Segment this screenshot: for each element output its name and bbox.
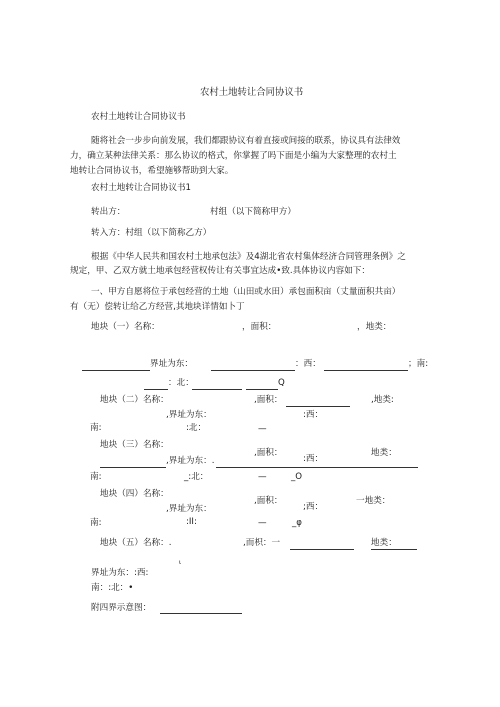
section-title: 农村土地转让合同协议书1	[91, 183, 191, 193]
plot4-north-label: :ΙI:	[186, 517, 197, 527]
plot4-south-label: 南:	[90, 518, 102, 528]
plot3-name-blank	[100, 467, 166, 468]
plot3-area-label: ,面积：	[254, 448, 283, 458]
plot3-west-label: :西：	[303, 454, 324, 464]
plot4-dash: —	[258, 518, 267, 528]
plot3-north-label: _:北：	[184, 472, 209, 482]
plot2-area-label: ,面积：	[254, 395, 283, 405]
transferor-value: 村组（以下简称甲方）	[210, 207, 296, 217]
plot5-area-label: ,而枳：一	[243, 538, 281, 548]
plot1-south-label: ；南:	[408, 359, 429, 369]
plot3-end-mark: _O	[291, 472, 303, 482]
appendix-blank	[160, 613, 242, 614]
clause1-line-2: 有（无）偿转让给乙方经营,其地块详情如卜丁	[70, 302, 245, 312]
clause1-line-1: 一、甲方自愿将位于承包经营的土地（山田或水田）承包面积亩（丈量面积共亩）	[91, 287, 401, 297]
plot3-type-label: 地类：	[371, 448, 397, 458]
intro-line-1: 随将社会一步步向前发展，我们都跟协议有着直接或间接的联系，协议具有法律效	[91, 136, 401, 146]
plot2-name-label: 地块（二）名称：	[100, 395, 169, 405]
plot3-boundary-east-label: ,界址为东：.	[166, 456, 215, 466]
appendix-label: 附四界示意图：	[91, 603, 152, 613]
plot3-boundary-blank	[216, 467, 418, 468]
plot2-boundary-east-label: ,界址为东：	[166, 410, 212, 420]
plot3-name-label: 地块（三）名称：	[100, 440, 169, 450]
plot4-end-mark: _φ	[292, 518, 302, 528]
plot5-south-north-label: 南：:北：•	[91, 583, 134, 593]
transferee-line: 转入方：村组（以下简称乙方）	[91, 228, 212, 238]
plot5-type-blank	[371, 549, 417, 550]
plot1-east-blank	[211, 370, 295, 371]
plot2-type-label: ,地类:	[371, 395, 394, 405]
plot2-west-label: :西：	[303, 410, 324, 420]
plot5-area-blank	[290, 549, 354, 550]
basis-line-2: 规定，甲、乙双方就土地承包经营权传让有关事宜达成•致.具体协议内容如下：	[70, 266, 370, 276]
plot1-end-mark: Q	[278, 378, 285, 388]
plot5-name-label: 地块（五）名称：.	[100, 538, 172, 548]
document-subtitle: 农村土地转让合同协议书	[91, 112, 186, 122]
plot1-north-label: ：北：	[168, 378, 194, 388]
plot1-end-blank	[246, 389, 278, 390]
plot3-dash: —	[258, 472, 267, 482]
plot1-west-blank	[324, 370, 408, 371]
plot4-boundary-east-label: ,界址为东：	[166, 504, 212, 514]
basis-line-1: 根据《中华人民共和国农村土地承包法》及4湖北省农村集体经济合同管理条例》之	[91, 252, 406, 262]
plot1-south-blank	[144, 389, 168, 390]
plot1-name-label: 地块（一）名称：	[91, 322, 160, 332]
plot5-type-label: 地类：	[371, 538, 397, 548]
plot1-west-label: ：西：	[295, 359, 321, 369]
plot4-type-label: 一地类：	[356, 496, 391, 506]
plot4-name-label: 地块（四）名称：	[100, 489, 169, 499]
plot1-type-label: ，地类：	[357, 322, 392, 332]
plot2-end-mark: —	[258, 424, 267, 434]
plot5-mark: ι	[179, 559, 182, 566]
plot1-north-blank	[192, 389, 242, 390]
plot3-south-label: 南:	[90, 472, 102, 482]
plot1-boundary-east-label: 界址为东：	[150, 359, 193, 369]
plot1-area-label: ，面积：	[242, 322, 277, 332]
plot4-area-label: ,面积：	[254, 496, 283, 506]
plot1-underline-lead	[82, 370, 150, 371]
plot2-area-blank	[286, 406, 350, 407]
intro-line-3: 地转让合同协议书，希望施够帮助到大家。	[70, 166, 234, 176]
transferor-label: 转出方：	[91, 207, 126, 217]
document-title: 农村土地转让合同协议书	[200, 87, 304, 98]
intro-line-2: 力，确立某种法律关系：那么协议的格式，你掌握了吗下面是小编为大家整理的农村土	[70, 151, 397, 161]
plot4-west-label: ;西：	[303, 502, 324, 512]
plot5-boundary-label: 界址为东：:西:	[91, 568, 149, 578]
plot2-south-label: 南:	[90, 423, 102, 433]
plot2-north-label: :北：	[186, 423, 207, 433]
